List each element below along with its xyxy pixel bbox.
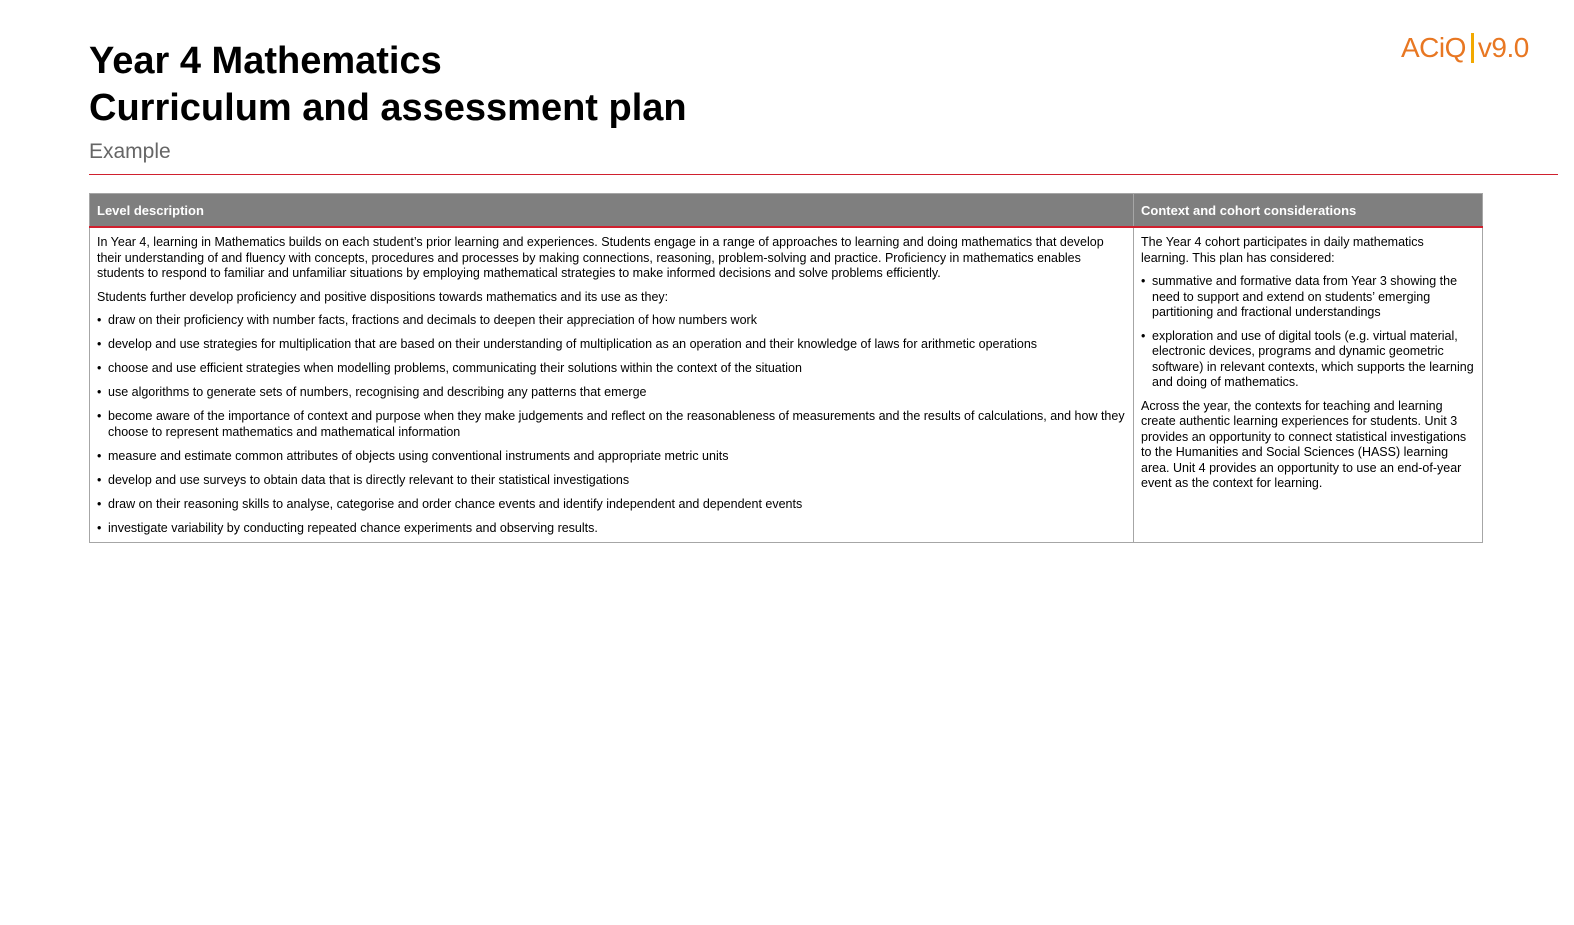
list-item: • become aware of the importance of context and purpose when they make judgements and reflect on the reasonableness of measurements and the results of calculations, and how they choose to represent mathematics and mathematical information xyxy=(97,409,1126,440)
context-closing: Across the year, the contexts for teaching and learning create authentic learning experiences for students. Unit 3 provides an opportunity to connect statistical investigations to the Humanities and Social Sciences (HASS) learning area. Unit 4 provides an opportunity to use an end-of-year event as the context for learning. xyxy=(1141,398,1467,490)
list-item: • draw on their proficiency with number facts, fractions and decimals to deepen their appreciation of how numbers work xyxy=(97,313,1126,329)
level-description-cell xyxy=(90,227,1134,543)
list-item: • investigate variability by conducting repeated chance experiments and observing results. xyxy=(97,521,1126,537)
aciq-logo xyxy=(1401,32,1529,64)
document-header xyxy=(89,38,687,164)
list-item: • choose and use efficient strategies when modelling problems, communicating their solutions within the context of the situation xyxy=(97,361,1126,377)
level-description-list xyxy=(97,313,1126,536)
context-list xyxy=(1141,274,1475,391)
list-item: • use algorithms to generate sets of numbers, recognising and describing any patterns that emerge xyxy=(97,385,1126,401)
list-item: • develop and use surveys to obtain data that is directly relevant to their statistical investigations xyxy=(97,473,1126,489)
table-row xyxy=(90,227,1483,543)
page-title-line-2: Curriculum and assessment plan xyxy=(89,87,687,129)
context-cell xyxy=(1134,227,1483,543)
logo-divider xyxy=(1471,33,1474,63)
level-description-intro: In Year 4, learning in Mathematics builds on each student’s prior learning and experiences. Students engage in a range of approaches to learning and doing mathematics that develop their understanding of and fluency with concepts, procedures and processes by making connections, reasoning, problem-solving and practice. Proficiency in mathematics enables students to respond to familiar and unfamiliar situations by employing mathematical strategies to make informed decisions and solve problems efficiently. xyxy=(97,235,1104,280)
curriculum-table xyxy=(89,193,1483,543)
page-subtitle: Example xyxy=(89,140,171,163)
level-description-header: Level description xyxy=(90,194,1134,228)
list-item: • draw on their reasoning skills to analyse, categorise and order chance events and identify independent and dependent events xyxy=(97,497,1126,513)
header-divider xyxy=(89,174,1558,175)
context-header: Context and cohort considerations xyxy=(1134,194,1483,228)
level-description-lead: Students further develop proficiency and positive dispositions towards mathematics and its use as they: xyxy=(97,289,669,304)
logo-wordmark: ACiQ xyxy=(1401,32,1466,63)
context-intro: The Year 4 cohort participates in daily mathematics learning. This plan has considered: xyxy=(1141,235,1424,265)
list-item: • summative and formative data from Year 3 showing the need to support and extend on students’ emerging partitioning and fractional understandings xyxy=(1141,274,1475,321)
list-item: • develop and use strategies for multiplication that are based on their understanding of multiplication as an operation and their knowledge of laws for arithmetic operations xyxy=(97,337,1126,353)
logo-version: v9.0 xyxy=(1477,32,1529,63)
table-header-row xyxy=(90,194,1483,228)
list-item: • measure and estimate common attributes of objects using conventional instruments and appropriate metric units xyxy=(97,449,1126,465)
page-title-line-1: Year 4 Mathematics xyxy=(89,40,442,82)
list-item: • exploration and use of digital tools (e.g. virtual material, electronic devices, programs and dynamic geometric software) in relevant contexts, which supports the learning and doing of mathematics. xyxy=(1141,329,1475,391)
